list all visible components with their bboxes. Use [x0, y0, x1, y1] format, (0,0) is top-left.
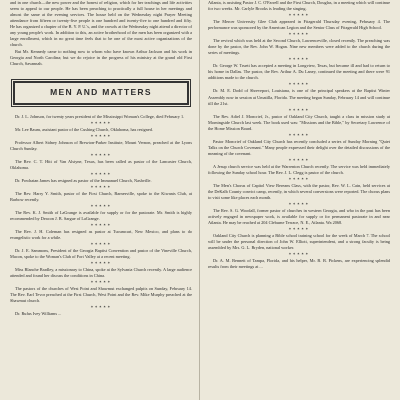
paragraph: Atlanta, is assisting Pastor J. C. O'Farrell and the First Church, Douglas, in a meeting which will continue for two weeks. Mr. Carlyle Brooks is leading the singing. — [208, 0, 390, 12]
news-item: Miss Blanche Bradley, a missionary to China, spoke at the Sylvania Church recently. A large audience attended and found her discuss the conditions in China. — [10, 267, 192, 279]
item-separator: ✶✶✶✶✶ — [90, 171, 112, 176]
paragraph: But Mr. Kennedy came to nothing now to whom who have known Arthur Jackson and his work in Georgia and North Carolina; but we do rejoice in the progress of his ministry at the grand old First Church, Savannah. — [10, 49, 192, 67]
news-item: Dr. George W. Truett has accepted a meeting in Longview, Texas, but became ill and had to return to his home in Dallas. The pastor, the Rev. Arthur A. Du Laney, continued the meeting and there were 91 additions made to the church. — [208, 63, 390, 81]
news-item: The revival which was held at the Second Church, Lawrenceville, closed recently. The preaching was done by the pastor, the Rev. John W. Hogan. Nine new members were added to the church during the series of meetings. — [208, 38, 390, 56]
item-separator: ✶✶✶✶✶ — [288, 82, 310, 87]
section-title: MEN AND MATTERS — [50, 87, 152, 98]
item-separator: ✶✶✶✶✶ — [90, 133, 112, 138]
column-divider — [199, 0, 200, 400]
news-item-cut: Dr. Rufus Ivey Williams ... — [15, 311, 62, 317]
item-separator: ✶✶✶✶✶ — [288, 132, 310, 137]
news-items — [10, 114, 192, 318]
news-item: Dr. A. M. Bennett of Tampa, Florida, and his helper, Mr. B. B. Pickens, are experiencing splendid results from their meetings at ... — [208, 258, 390, 270]
news-item: The Rev. C. T. Hitt of Van Alstyne, Texas, has been called as pastor of the Lancaster Church, Oklahoma. — [10, 158, 192, 170]
paragraph: and in one church—the new power and the honest of religion, which for her teachings and life activities seem to appeal to our people. He has been preaching to practically a full house in her meetings and almost the same at the evening services. The house held on the Wednesday night Prayer Meeting attendance from fifteen or twenty-five people is one hundred and twenty-five to one hundred and fifty. He has organized a chapter of the B. Y. P. U.'s, and the crowds at the Wednesday night attend a director of any young people's work. In addition to this, an active brotherhood of the men has been organized with a large enrollment, which in no great time feels that to be one of the most active organizations of the church. — [10, 0, 192, 48]
item-separator: ✶✶✶✶✶ — [288, 227, 310, 232]
item-separator: ✶✶✶✶✶ — [90, 120, 112, 125]
news-item: Professor Albert Sidney Johnson of Brewton-Parker Institute, Mount Vernon, preached at the Lyons Church Sunday. — [10, 139, 192, 151]
news-item: The Rev. K. J. Smith of LaGrange is available for supply or for the pastorate. Mr. Smith is highly recommended by Deacon J. B. Sargue of LaGrange. — [10, 209, 192, 221]
item-separator: ✶✶✶✶✶ — [90, 305, 112, 310]
news-items — [208, 19, 390, 270]
news-item: The pastors of the churches of West Point and Shawmut exchanged pulpits on Sunday, February 14. The Rev. Earl Tevor preached at the First Church, West Point and the Rev. Mike Murphy preached at the Shawmut church. — [10, 286, 192, 304]
item-separator: ✶✶✶✶✶ — [288, 252, 310, 257]
news-item: Dr. M. E. Dodd of Shreveport, Louisiana, is one of the principal speakers at the Baptist Winter Assembly now in session at Umatilla, Florida. The meeting began Sunday, February 14 and will continue till the 21st. — [208, 88, 390, 106]
item-separator: ✶✶✶✶✶ — [288, 57, 310, 62]
item-separator: ✶✶✶✶✶ — [90, 152, 112, 157]
item-separator: ✶✶✶✶✶ — [288, 32, 310, 37]
news-item: Oakland City Church is planning a Bible school training school for the week of March 7. The school will be under the personal direction of John W. Elliott, superintendent, and a strong faculty is being assembled by Mrs. G. L. Bryden, national worker. — [208, 233, 390, 251]
news-item: The Rev. Adiel J. Moncrief, Jr., pastor of Oakland City Church, taught a class in mission study at Morningside Church last week. The book used was: "Missions and the Bible," by Secretary Lawrence of the Home Mission Board. — [208, 113, 390, 131]
item-separator: ✶✶✶✶✶ — [288, 157, 310, 162]
news-item: The Mercer University Glee Club appeared in Fitzgerald Thursday evening, February 4. The performance was sponsored by the American Legion and the Senior Class of Fitzgerald High School. — [208, 19, 390, 31]
news-item: The Rev. Harry Y. Smith, pastor of the First Church, Barnesville, spoke to the Kiwanis Club, at Barbow recently. — [10, 190, 192, 202]
left-top-article — [10, 0, 192, 68]
item-separator: ✶✶✶✶✶ — [90, 261, 112, 266]
news-item: Dr. Powhatan James has resigned as pastor of the Immanuel Church, Nashville. — [15, 177, 152, 183]
item-separator: ✶✶✶✶✶ — [90, 203, 112, 208]
news-item: A Jesup church service was held at the Warrenton Church recently. The service was held immediately following the Sunday school hour. The Rev. J. L. Clegg is pastor of the church. — [208, 163, 390, 175]
right-top-article — [208, 0, 390, 12]
news-item: Dr. J. E. Sammons, President of the Georgia Baptist Convention and pastor of the Vineville Church, Macon, spoke to the Woman's Club of Fort Valley at a recent meeting. — [10, 248, 192, 260]
left-column — [10, 0, 192, 319]
item-separator: ✶✶✶✶✶ — [90, 223, 112, 228]
item-separator: ✶✶✶✶✶ — [288, 176, 310, 181]
item-separator: ✶✶✶✶✶ — [288, 107, 310, 112]
news-item: The Men's Chorus of Capitol View Bereans Class, with the pastor, Rev. W. L. Cain, held services at the DeKalb County convict camp, recently, in which several conversions were reported. The chorus plans to visit some like places each month. — [208, 182, 390, 201]
news-item: Pastor Moncrief of Oakland City Church has recently concluded a series of Sunday Morning "Quiet Talks on the Church Covenant." Many people expressed their delight over the detailed discussions of the meaning of the covenant. — [208, 138, 390, 156]
right-column — [208, 0, 390, 272]
news-item: Dr. J. L. Johnson, for twenty years president of the Mississippi Woman's College, died February 1. — [15, 113, 185, 119]
item-separator: ✶✶✶✶✶ — [90, 242, 112, 247]
news-item: Mr. Lee Baum, assistant pastor of the Cushing Church, Oklahoma, has resigned. — [15, 126, 153, 132]
news-item: The Rev. S. G. Woodall, former pastor of churches in western Georgia, and who in the past has been actively engaged in newspaper work, is available for supply or for permanent pastorate in and near Atlanta. He may be reached at 204 Cleburne Terrace, N. E., Atlanta. Wa 2068. — [208, 208, 390, 226]
item-separator: ✶✶✶✶✶ — [288, 202, 310, 207]
section-banner — [13, 81, 189, 105]
item-separator: ✶✶✶✶✶ — [90, 280, 112, 285]
item-separator: ✶✶✶✶✶ — [90, 184, 112, 189]
item-separator: ✶✶✶✶✶ — [288, 13, 310, 18]
news-item: The Rev. J. H. Coleman has resigned as pastor at Tucumcari, New Mexico, and plans to do evangelistic work for a while. — [10, 229, 192, 241]
